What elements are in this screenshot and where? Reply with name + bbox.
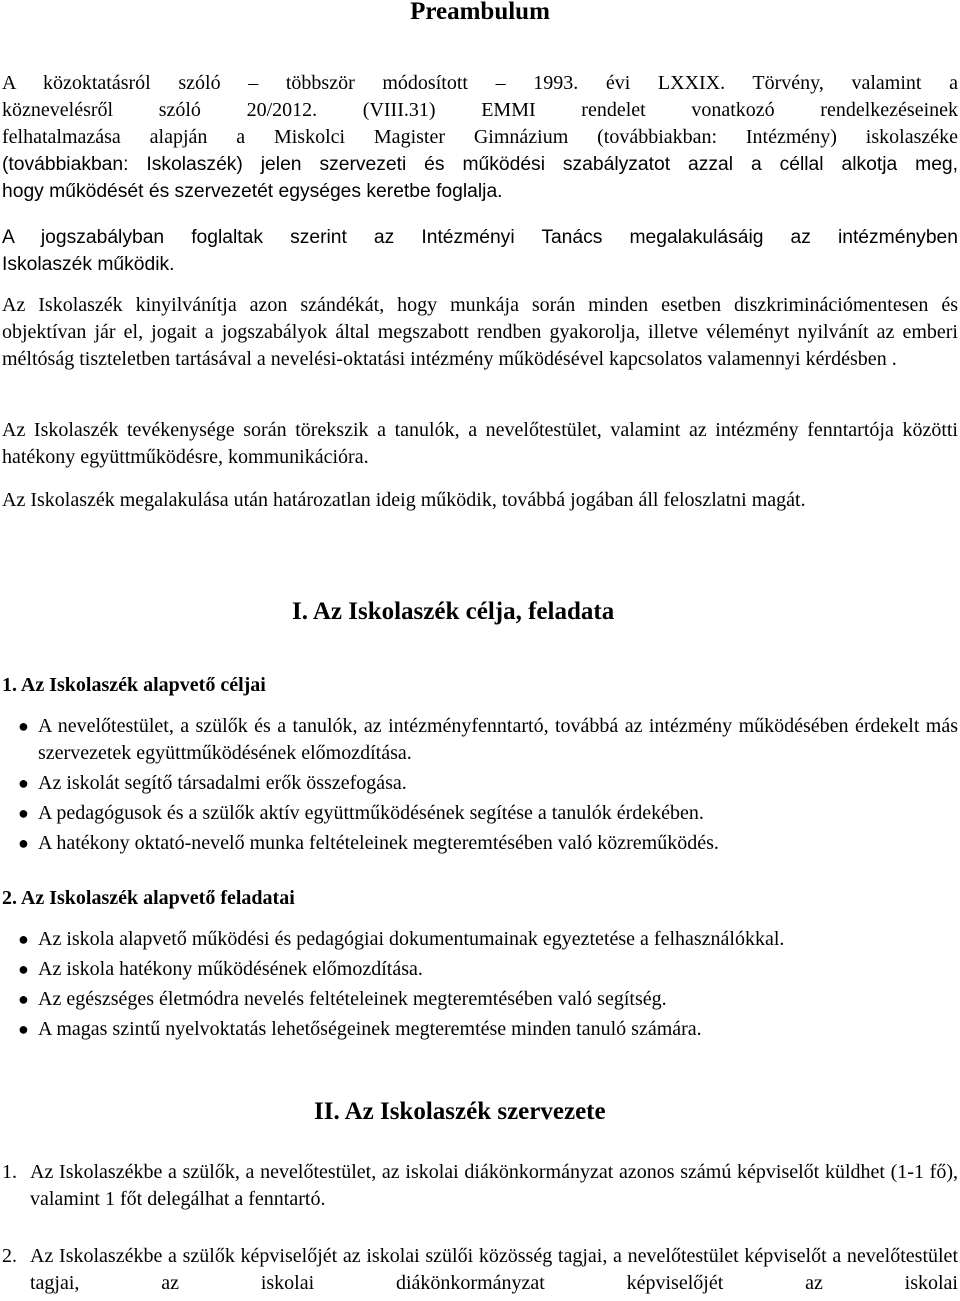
list-item-text: Az egészséges életmódra nevelés feltételeinek megteremtésében való segítség. (38, 988, 667, 1010)
list-item (0, 956, 958, 983)
subsection-1-heading: 1. Az Iskolaszék alapvető céljai (2, 674, 266, 696)
preamble-p1-line-2: köznevelésről szóló 20/2012. (VIII.31) EMMI rendelet vonatkozó rendelkezéseinek (2, 99, 958, 121)
bullet-icon: ● (18, 929, 29, 949)
section-2-title: II. Az Iskolaszék szervezete (314, 1098, 606, 1125)
preamble-paragraph-2 (2, 224, 958, 278)
list-item-text: Az iskola alapvető működési és pedagógiai dokumentumainak egyeztetése a felhasználókkal. (38, 928, 785, 950)
list-item-text: A nevelőtestület, a szülők és a tanulók, az intézményfenntartó, továbbá az intézmény működésében érdekelt más szervezetek együttműködésének előmozdítása. (38, 715, 958, 764)
preamble-p1-line-1: A közoktatásról szóló – többször módosított – 1993. évi LXXIX. Törvény, valamint a (2, 72, 958, 94)
preamble-p2-line-1: A jogszabályban foglaltak szerint az Intézményi Tanács megalakulásáig az intézményben (2, 227, 958, 248)
preamble-p1-line-3: felhatalmazása alapján a Miskolci Magister Gimnázium (továbbiakban: Intézmény) iskolaszéke (2, 126, 958, 148)
list-item (0, 800, 958, 827)
bullet-icon: ● (18, 989, 29, 1009)
preamble-paragraph-3: Az Iskolaszék kinyilvánítja azon szándékát, hogy munkája során minden esetben diszkriminációmentesen és objektívan jár el, jogait a jogszabályok által megszabott rendben gyakorolja, illetve véleményt nyilvánít az emberi méltóság tiszteletben tartásával a nevelési-oktatási intézmény működésével kapcsolatos valamennyi kérdésben . (2, 294, 958, 370)
item-number: 1. (2, 1161, 17, 1183)
list-item (0, 830, 958, 857)
item-number: 2. (2, 1245, 17, 1267)
numbered-item (2, 1243, 958, 1297)
tasks-list (0, 926, 958, 1043)
subsection-2-heading: 2. Az Iskolaszék alapvető feladatai (2, 887, 295, 909)
section-1-title: I. Az Iskolaszék célja, feladata (292, 598, 615, 625)
bullet-icon: ● (18, 959, 29, 979)
preamble-p1-line-5: hogy működését és szervezetét egységes keretbe foglalja. (2, 181, 503, 202)
list-item (0, 713, 958, 767)
list-item (0, 986, 958, 1013)
preamble-paragraph-4: Az Iskolaszék tevékenysége során törekszik a tanulók, a nevelőtestület, valamint az intézmény fenntartója közötti hatékony együttműködésre, kommunikációra. (2, 419, 958, 468)
list-item (0, 926, 958, 953)
item-text: Az Iskolaszékbe a szülők, a nevelőtestület, az iskolai diákönkormányzat azonos számú képviselőt küldhet (1-1 fő), valamint 1 főt delegálhat a fenntartó. (30, 1161, 958, 1210)
preamble-p2-line-2: Iskolaszék működik. (2, 254, 175, 275)
list-item-text: A magas szintű nyelvoktatás lehetőségeinek megteremtése minden tanuló számára. (38, 1018, 702, 1040)
list-item (0, 770, 958, 797)
goals-list (0, 713, 958, 857)
list-item (0, 1016, 958, 1043)
preamble-paragraph-1 (2, 70, 958, 205)
bullet-icon: ● (18, 1019, 29, 1039)
numbered-item (2, 1159, 958, 1213)
item-text: Az Iskolaszékbe a szülők képviselőjét az iskolai szülői közösség tagjai, a nevelőtestület képviselőt a nevelőtestület tagjai, az iskolai diákönkormányzat képviselőjét az iskolai (30, 1245, 958, 1294)
list-item-text: A hatékony oktató-nevelő munka feltételeinek megteremtésében való közreműködés. (38, 832, 719, 854)
list-item-text: Az iskolát segítő társadalmi erők összefogása. (38, 772, 407, 794)
list-item-text: Az iskola hatékony működésének előmozdítása. (38, 958, 423, 980)
bullet-icon: ● (18, 773, 29, 793)
preamble-p1-line-4: (továbbiakban: Iskolaszék) jelen szervezeti és működési szabályzatot azzal a céllal alkotja meg, (2, 154, 958, 175)
page-title: Preambulum (410, 0, 550, 25)
bullet-icon: ● (18, 716, 29, 736)
bullet-icon: ● (18, 803, 29, 823)
preamble-paragraph-5: Az Iskolaszék megalakulása után határozatlan ideig működik, továbbá jogában áll feloszlatni magát. (2, 489, 806, 511)
bullet-icon: ● (18, 833, 29, 853)
list-item-text: A pedagógusok és a szülők aktív együttműködésének segítése a tanulók érdekében. (38, 802, 704, 824)
